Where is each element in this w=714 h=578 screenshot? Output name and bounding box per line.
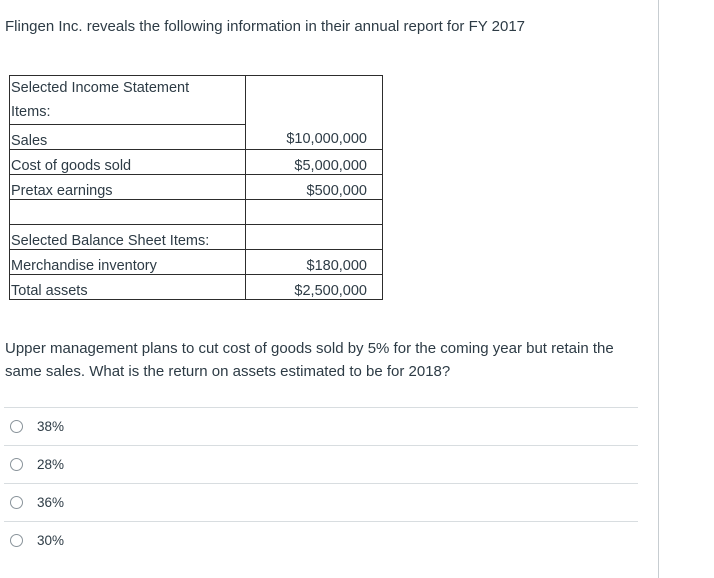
radio-button[interactable] xyxy=(10,420,23,433)
answer-label: 28% xyxy=(37,457,65,472)
inventory-label: Merchandise inventory xyxy=(10,250,246,275)
answer-option-1[interactable] xyxy=(4,407,638,445)
table-row-empty xyxy=(10,200,383,225)
cogs-value: $5,000,000 xyxy=(246,150,383,175)
total-assets-value: $2,500,000 xyxy=(246,275,383,300)
question-text: Upper management plans to cut cost of goods sold by 5% for the coming year but retain the same sales. What is the return on assets estimated to be for 2018? xyxy=(5,340,614,380)
table-row xyxy=(10,175,383,200)
answer-option-4[interactable] xyxy=(4,521,638,559)
radio-button[interactable] xyxy=(10,496,23,509)
radio-button[interactable] xyxy=(10,534,23,547)
balance-sheet-header: Selected Balance Sheet Items: xyxy=(10,225,246,250)
table-row xyxy=(10,76,383,125)
income-header-line-1: Selected Income Statement xyxy=(11,80,190,96)
intro-text: Flingen Inc. reveals the following information in their annual report for FY 2017 xyxy=(5,18,526,35)
table-row xyxy=(10,150,383,175)
table-row xyxy=(10,275,383,300)
pretax-earnings-value: $500,000 xyxy=(246,175,383,200)
answer-label: 38% xyxy=(37,419,65,434)
pretax-earnings-label: Pretax earnings xyxy=(10,175,246,200)
empty-cell xyxy=(246,200,383,225)
financial-table xyxy=(9,75,383,300)
answer-options xyxy=(4,407,638,559)
inventory-value: $180,000 xyxy=(246,250,383,275)
answer-label: 30% xyxy=(37,533,65,548)
cogs-label: Cost of goods sold xyxy=(10,150,246,175)
answer-option-2[interactable] xyxy=(4,445,638,483)
income-statement-header xyxy=(10,76,246,125)
content-right-border xyxy=(658,0,659,578)
total-assets-label: Total assets xyxy=(10,275,246,300)
income-header-line-2: Items: xyxy=(11,104,51,120)
radio-button[interactable] xyxy=(10,458,23,471)
empty-cell xyxy=(10,200,246,225)
table-row xyxy=(10,225,383,250)
table-row xyxy=(10,250,383,275)
sales-value: $10,000,000 xyxy=(246,76,383,150)
sales-label: Sales xyxy=(10,125,246,150)
empty-cell xyxy=(246,225,383,250)
answer-label: 36% xyxy=(37,495,65,510)
answer-option-3[interactable] xyxy=(4,483,638,521)
